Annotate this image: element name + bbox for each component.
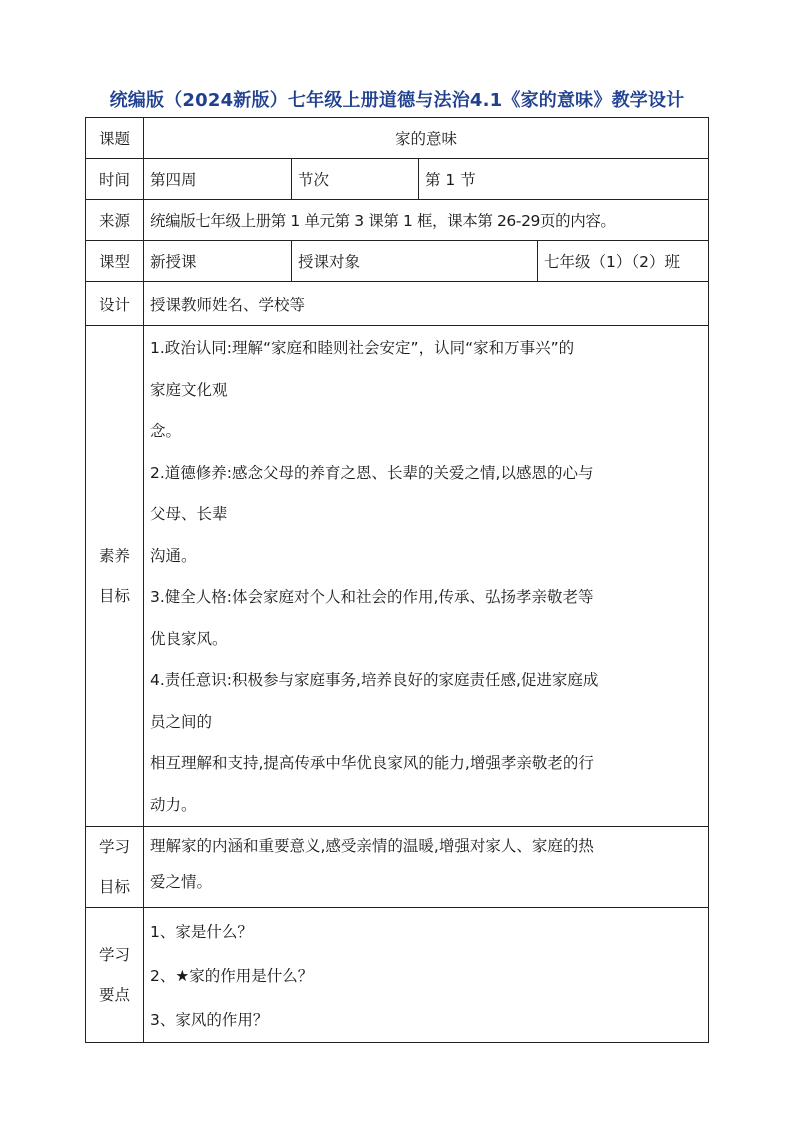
label-time: 时间 [86, 159, 144, 200]
key-point-item: 1、家是什么？ [150, 923, 253, 941]
row-source [86, 200, 709, 241]
label-learning-goal-line2: 目标 [98, 878, 130, 896]
label-literacy-line2: 目标 [98, 587, 130, 605]
label-period: 节次 [292, 159, 419, 200]
value-key-points [144, 908, 709, 1043]
literacy-line: 父母、长辈 [150, 505, 228, 523]
literacy-line: 4.责任意识:积极参与家庭事务,培养良好的家庭责任感,促进家庭成 [150, 671, 599, 689]
label-type: 课型 [86, 241, 144, 282]
row-time [86, 159, 709, 200]
row-type [86, 241, 709, 282]
literacy-line: 相互理解和支持,提高传承中华优良家风的能力,增强孝亲敬老的行 [150, 754, 594, 772]
value-literacy [144, 326, 709, 827]
literacy-line: 2.道德修养:感念父母的养育之恩、长辈的关爱之情,以感恩的心与 [150, 463, 594, 482]
label-design: 设计 [86, 282, 144, 326]
label-learning-goal [86, 827, 144, 908]
key-point-item: 2、★家的作用是什么？ [150, 967, 314, 985]
label-key-points-line1: 学习 [98, 946, 130, 964]
key-point-item: 3、家风的作用？ [150, 1011, 269, 1029]
literacy-line: 1.政治认同:理解“家庭和睦则社会安定”，认同“家和万事兴”的 [150, 339, 575, 357]
value-type: 新授课 [144, 241, 292, 282]
lesson-plan-table [85, 117, 709, 1043]
value-period: 第 1 节 [419, 159, 709, 200]
literacy-line: 3.健全人格:体会家庭对个人和社会的作用,传承、弘扬孝亲敬老等 [150, 588, 594, 606]
literacy-line: 员之间的 [150, 712, 213, 731]
label-key-points [86, 908, 144, 1043]
label-literacy [86, 326, 144, 827]
value-design: 授课教师姓名、学校等 [144, 282, 709, 326]
label-literacy-line1: 素养 [98, 547, 130, 565]
learning-goal-line: 理解家的内涵和重要意义,感受亲情的温暖,增强对家人、家庭的热 [150, 837, 594, 855]
label-source: 来源 [86, 200, 144, 241]
label-topic: 课题 [86, 118, 144, 159]
literacy-line: 动力。 [150, 795, 197, 814]
row-learning-goal [86, 827, 709, 908]
literacy-line: 家庭文化观 [150, 380, 228, 399]
row-design [86, 282, 709, 326]
value-week: 第四周 [144, 159, 292, 200]
label-key-points-line2: 要点 [98, 986, 130, 1004]
document-title: 统编版（2024新版）七年级上册道德与法治4.1《家的意味》教学设计 [109, 90, 685, 111]
learning-goal-line: 爱之情。 [150, 872, 213, 891]
label-learning-goal-line1: 学习 [98, 838, 130, 856]
value-learning-goal [144, 827, 709, 908]
literacy-line: 念。 [150, 422, 182, 440]
value-audience: 七年级（1）（2）班 [538, 241, 709, 282]
row-key-points [86, 908, 709, 1043]
value-source: 统编版七年级上册第 1 单元第 3 课第 1 框，课本第 26-29页的内容。 [144, 200, 709, 241]
literacy-line: 沟通。 [150, 546, 197, 565]
row-topic [86, 118, 709, 159]
label-audience: 授课对象 [292, 241, 538, 282]
value-topic: 家的意味 [144, 118, 709, 159]
row-literacy [86, 326, 709, 827]
literacy-line: 优良家风。 [150, 629, 228, 648]
